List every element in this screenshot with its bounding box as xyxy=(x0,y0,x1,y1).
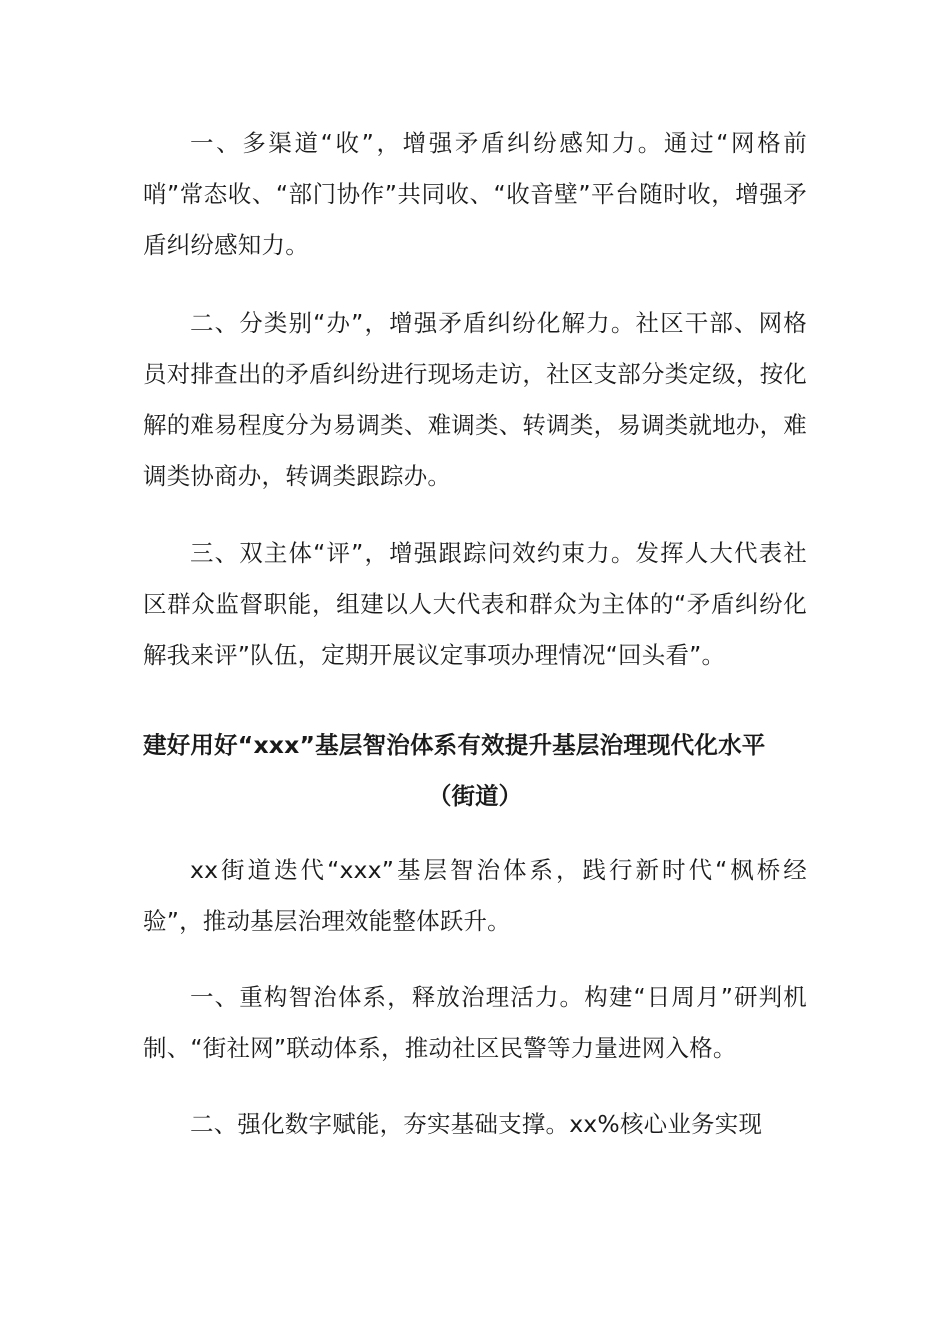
document-body xyxy=(143,118,807,1150)
paragraph-digital-empowerment: 二、强化数字赋能，夯实基础支撑。xx%核心业务实现 xyxy=(190,1110,763,1138)
paragraph-rebuild-system: 一、重构智治体系，释放治理活力。构建“日周月”研判机制、“街社网”联动体系，推动社区民警等力量进网入格。 xyxy=(143,983,807,1062)
section-title: 建好用好“xxx”基层智治体系有效提升基层治理现代化水平 xyxy=(143,731,766,759)
section-subtitle: （街道） xyxy=(428,782,522,810)
paragraph-multi-channel-collect: 一、多渠道“收”，增强矛盾纠纷感知力。通过“网格前哨”常态收、“部门协作”共同收、“收音壁”平台随时收，增强矛盾纠纷感知力。 xyxy=(143,129,807,259)
paragraph-dual-evaluation: 三、双主体“评”，增强跟踪问效约束力。发挥人大代表社区群众监督职能，组建以人大代表和群众为主体的“矛盾纠纷化解我来评”队伍，定期开展议定事项办理情况“回头看”。 xyxy=(143,539,807,669)
paragraph-street-intro: xx街道迭代“xxx”基层智治体系，践行新时代“枫桥经验”，推动基层治理效能整体跃升。 xyxy=(143,856,807,935)
paragraph-categorized-handling: 二、分类别“办”，增强矛盾纠纷化解力。社区干部、网格员对排查出的矛盾纠纷进行现场走访，社区支部分类定级，按化解的难易程度分为易调类、难调类、转调类，易调类就地办，难调类协商办，转调类跟踪办。 xyxy=(143,309,807,490)
